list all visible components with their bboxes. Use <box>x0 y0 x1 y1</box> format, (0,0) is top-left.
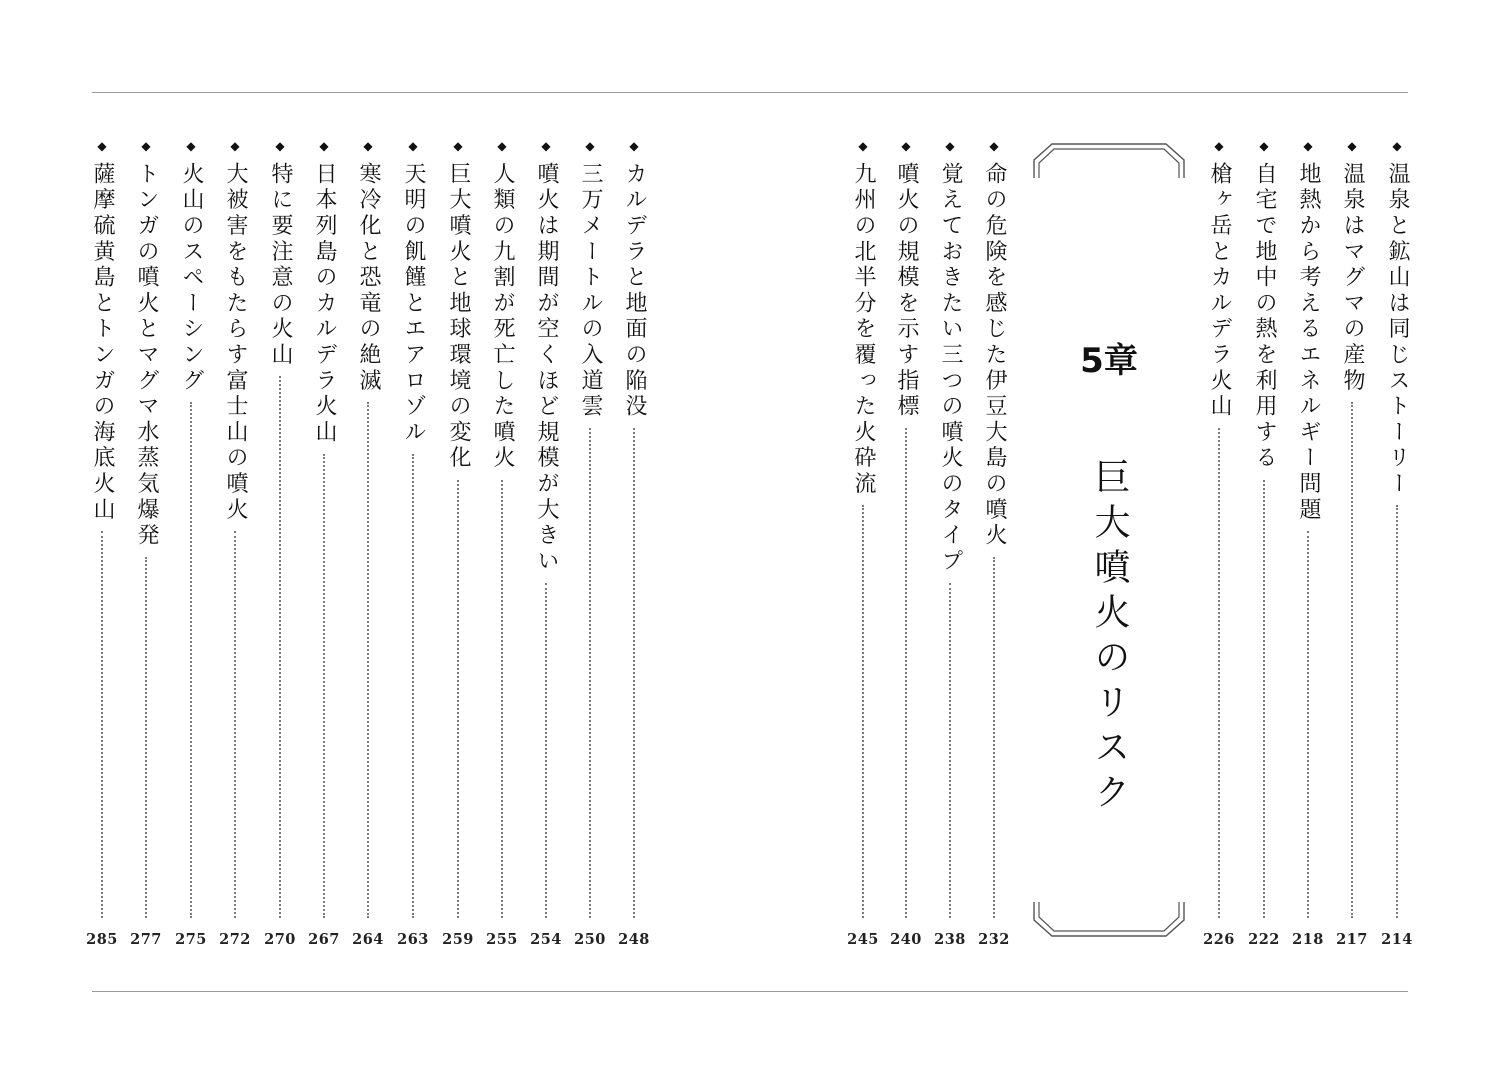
toc-entry-page: 222 <box>1248 931 1280 948</box>
diamond-bullet-icon: ◆ <box>541 139 551 153</box>
toc-entry-page: 238 <box>934 931 966 948</box>
toc-entry[interactable] <box>219 140 251 948</box>
toc-entry-page: 214 <box>1381 931 1413 948</box>
toc-entry[interactable] <box>486 140 518 948</box>
toc-entry[interactable] <box>130 140 162 948</box>
toc-entry-title: 大被害をもたらす富士山の噴火 <box>223 162 248 524</box>
diamond-bullet-icon: ◆ <box>901 139 911 153</box>
dotted-leader <box>457 480 459 918</box>
diamond-bullet-icon: ◆ <box>453 139 463 153</box>
chapter-number: 5章 <box>1080 341 1138 381</box>
toc-entry-page: 250 <box>574 931 606 948</box>
diamond-bullet-icon: ◆ <box>186 139 196 153</box>
dotted-leader <box>1307 531 1309 918</box>
toc-entry-page: 259 <box>442 931 474 948</box>
toc-entry-title: 噴火の規模を示す指標 <box>894 162 919 420</box>
dotted-leader <box>190 402 192 918</box>
dotted-leader <box>279 376 281 918</box>
dotted-leader <box>949 583 951 918</box>
dotted-leader <box>1351 402 1353 918</box>
dotted-leader <box>101 531 103 918</box>
diamond-bullet-icon: ◆ <box>230 139 240 153</box>
diamond-bullet-icon: ◆ <box>858 139 868 153</box>
chapter-heading <box>1030 140 1188 940</box>
diamond-bullet-icon: ◆ <box>1259 139 1269 153</box>
diamond-bullet-icon: ◆ <box>585 139 595 153</box>
diamond-bullet-icon: ◆ <box>1214 139 1224 153</box>
toc-entry[interactable] <box>574 140 606 948</box>
toc-entry[interactable] <box>264 140 296 948</box>
diamond-bullet-icon: ◆ <box>1303 139 1313 153</box>
dotted-leader <box>501 480 503 918</box>
toc-entry-page: 254 <box>530 931 562 948</box>
diamond-bullet-icon: ◆ <box>989 139 999 153</box>
toc-entry[interactable] <box>530 140 562 948</box>
diamond-bullet-icon: ◆ <box>497 139 507 153</box>
toc-entry-page: 263 <box>397 931 429 948</box>
toc-entry-title: 覚えておきたい三つの噴火のタイプ <box>938 162 963 575</box>
dotted-leader <box>145 557 147 918</box>
toc-entry-page: 270 <box>264 931 296 948</box>
toc-entry-page: 275 <box>175 931 207 948</box>
toc-entry-page: 240 <box>890 931 922 948</box>
toc-entry[interactable] <box>1292 140 1324 948</box>
toc-entry-title: カルデラと地面の陥没 <box>622 162 647 420</box>
toc-entry-title: 火山のスペーシング <box>179 162 204 395</box>
toc-entry[interactable] <box>1336 140 1368 948</box>
diamond-bullet-icon: ◆ <box>1347 139 1357 153</box>
toc-entry[interactable] <box>308 140 340 948</box>
toc-entry[interactable] <box>1381 140 1413 948</box>
diamond-bullet-icon: ◆ <box>363 139 373 153</box>
dotted-leader <box>993 557 995 918</box>
diamond-bullet-icon: ◆ <box>275 139 285 153</box>
toc-entry[interactable] <box>847 140 879 948</box>
diamond-bullet-icon: ◆ <box>97 139 107 153</box>
dotted-leader <box>234 531 236 918</box>
toc-entry[interactable] <box>890 140 922 948</box>
toc-entry-title: 特に要注意の火山 <box>268 162 293 369</box>
diamond-bullet-icon: ◆ <box>629 139 639 153</box>
toc-entry-title: 槍ヶ岳とカルデラ火山 <box>1207 162 1232 420</box>
dotted-leader <box>323 454 325 918</box>
toc-entry-page: 217 <box>1336 931 1368 948</box>
toc-entry-page: 232 <box>978 931 1010 948</box>
chapter-title: 巨大噴火のリスク <box>1089 458 1130 818</box>
dotted-leader <box>1263 480 1265 918</box>
dotted-leader <box>545 583 547 918</box>
toc-entry-title: 地熱から考えるエネルギー問題 <box>1296 162 1321 524</box>
toc-entry-page: 248 <box>618 931 650 948</box>
bottom-rule <box>92 991 1408 992</box>
dotted-leader <box>1218 428 1220 918</box>
toc-entry-page: 226 <box>1203 931 1235 948</box>
toc-entry[interactable] <box>442 140 474 948</box>
toc-entry-page: 277 <box>130 931 162 948</box>
toc-entry[interactable] <box>978 140 1010 948</box>
toc-entry-title: 命の危険を感じた伊豆大島の噴火 <box>982 162 1007 549</box>
toc-entry[interactable] <box>397 140 429 948</box>
toc-entry-page: 218 <box>1292 931 1324 948</box>
toc-entry[interactable] <box>934 140 966 948</box>
toc-entry-title: 温泉と鉱山は同じストーリー <box>1385 162 1410 498</box>
toc-entry-title: 温泉はマグマの産物 <box>1340 162 1365 395</box>
diamond-bullet-icon: ◆ <box>141 139 151 153</box>
toc-entry-title: 噴火は期間が空くほど規模が大きい <box>534 162 559 575</box>
diamond-bullet-icon: ◆ <box>1392 139 1402 153</box>
toc-entry-title: 天明の飢饉とエアロゾル <box>401 162 426 446</box>
diamond-bullet-icon: ◆ <box>408 139 418 153</box>
diamond-bullet-icon: ◆ <box>319 139 329 153</box>
diamond-bullet-icon: ◆ <box>945 139 955 153</box>
dotted-leader <box>905 428 907 918</box>
toc-entry-title: 巨大噴火と地球環境の変化 <box>446 162 471 472</box>
toc-entry-page: 267 <box>308 931 340 948</box>
toc-entry[interactable] <box>175 140 207 948</box>
dotted-leader <box>412 454 414 918</box>
top-rule <box>92 92 1408 93</box>
toc-entry-page: 255 <box>486 931 518 948</box>
toc-entry-title: 日本列島のカルデラ火山 <box>312 162 337 446</box>
toc-entry[interactable] <box>1203 140 1235 948</box>
toc-entry[interactable] <box>618 140 650 948</box>
toc-entry[interactable] <box>352 140 384 948</box>
dotted-leader <box>633 428 635 918</box>
dotted-leader <box>367 402 369 918</box>
toc-entry-page: 264 <box>352 931 384 948</box>
dotted-leader <box>1396 505 1398 918</box>
toc-entry-title: トンガの噴火とマグマ水蒸気爆発 <box>134 162 159 549</box>
toc-entry-title: 九州の北半分を覆った火砕流 <box>851 162 876 498</box>
toc-entry[interactable] <box>1248 140 1280 948</box>
toc-entry-page: 245 <box>847 931 879 948</box>
dotted-leader <box>862 505 864 918</box>
toc-entry-page: 272 <box>219 931 251 948</box>
toc-entry-title: 人類の九割が死亡した噴火 <box>490 162 515 472</box>
toc-entry-title: 寒冷化と恐竜の絶滅 <box>356 162 381 395</box>
toc-entry-title: 自宅で地中の熱を利用する <box>1252 162 1277 472</box>
toc-entry-title: 薩摩硫黄島とトンガの海底火山 <box>90 162 115 524</box>
toc-entry-page: 285 <box>86 931 118 948</box>
dotted-leader <box>589 428 591 918</box>
toc-entry[interactable] <box>86 140 118 948</box>
toc-entry-title: 三万メートルの入道雲 <box>578 162 603 420</box>
